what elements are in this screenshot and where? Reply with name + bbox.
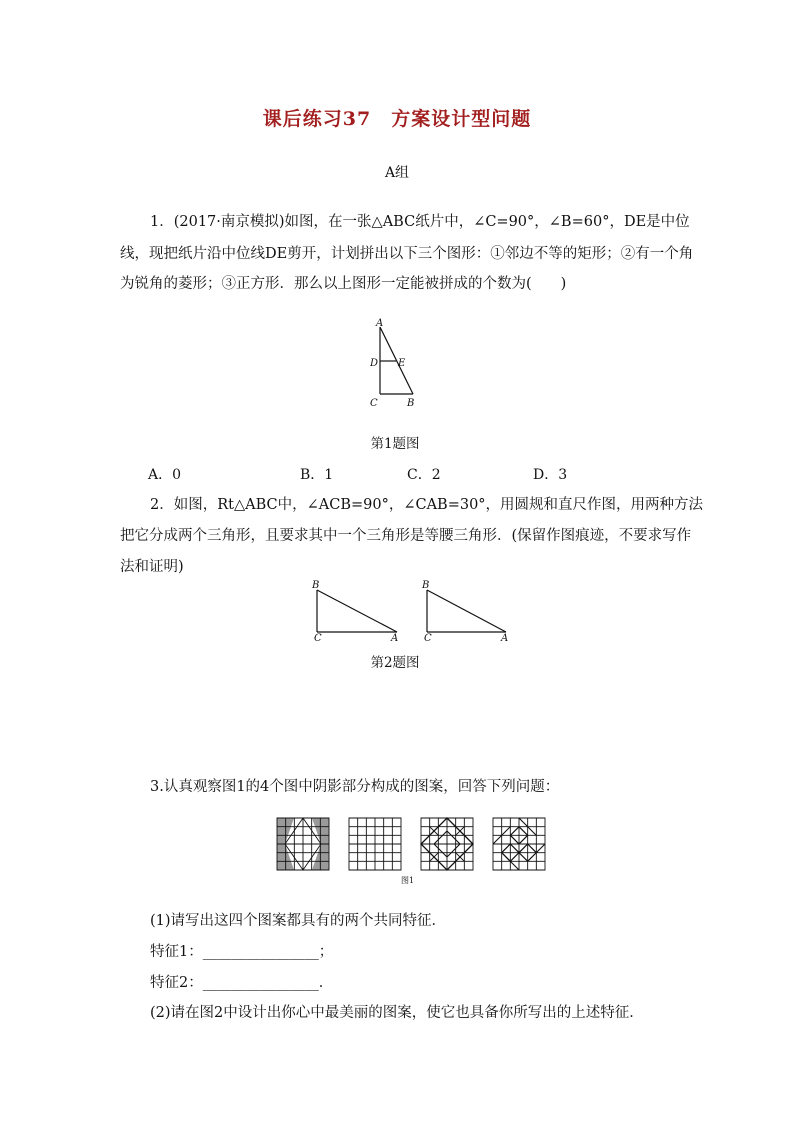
q3-feature-1: 特征1：________________； [150,944,334,960]
q2-left-point-b: B [312,580,320,591]
q3-figure-caption: 图1 [401,876,415,885]
q1-point-e: E [398,358,406,369]
q1-point-c: C [370,398,378,409]
q1-point-d: D [370,358,379,369]
q1-point-a: A [376,318,384,329]
q3-pattern-4 [493,818,545,870]
q2-left-point-c: C [314,633,322,644]
q2-right-point-b: B [422,580,430,591]
q2-triangle-right [421,580,508,644]
q2-right-point-c: C [424,633,432,644]
q1-option-c: C．2 [407,467,441,483]
q3-pattern-1 [277,818,329,870]
q3-feature-2: 特征2：________________． [150,975,334,991]
q3-intro: 3.认真观察图1的4个图中阴影部分构成的图案，回答下列问题： [150,779,560,795]
q1-triangle-figure [360,314,430,410]
q3-sub-question-1: (1)请写出这四个图案都具有的两个共同特征． [150,913,447,929]
q2-line-2: 把它分成两个三角形，且要求其中一个三角形是等腰三角形．(保留作图痕迹，不要求写作 [120,528,692,544]
q1-line-2: 线，现把纸片沿中位线DE剪开，计划拼出以下三个图形：①邻边不等的矩形；②有一个角 [120,246,694,262]
q2-left-point-a: A [391,633,399,644]
q2-line-3: 法和证明) [120,559,184,575]
q1-option-b: B．1 [300,467,334,483]
q2-right-point-a: A [501,633,509,644]
q1-point-b: B [407,398,415,409]
page-title: 课后练习37 方案设计型问题 [262,108,532,130]
q2-figure-caption: 第2题图 [370,655,420,671]
group-label: A组 [384,165,410,181]
q3-sub-question-2: (2)请在图2中设计出你心中最美丽的图案，使它也具备你所写出的上述特征． [150,1005,644,1021]
q3-pattern-3 [421,818,473,870]
q1-option-a: A．0 [148,467,182,483]
q1-option-d: D．3 [533,467,568,483]
q2-line-1: 2．如图，Rt△ABC中，∠ACB=90°，∠CAB=30°，用圆规和直尺作图，用两种方法 [150,497,704,513]
q1-line-1: 1．(2017·南京模拟)如图，在一张△ABC纸片中，∠C=90°，∠B=60°，DE是中位 [150,214,690,230]
q1-figure-caption: 第1题图 [370,436,420,452]
q2-triangle-left [311,580,398,644]
q2-triangles-figure [308,578,528,644]
q3-patterns-figure [270,813,550,885]
q1-line-3: 为锐角的菱形；③正方形．那么以上图形一定能被拼成的个数为( ) [120,276,567,292]
q3-pattern-2 [349,818,401,870]
